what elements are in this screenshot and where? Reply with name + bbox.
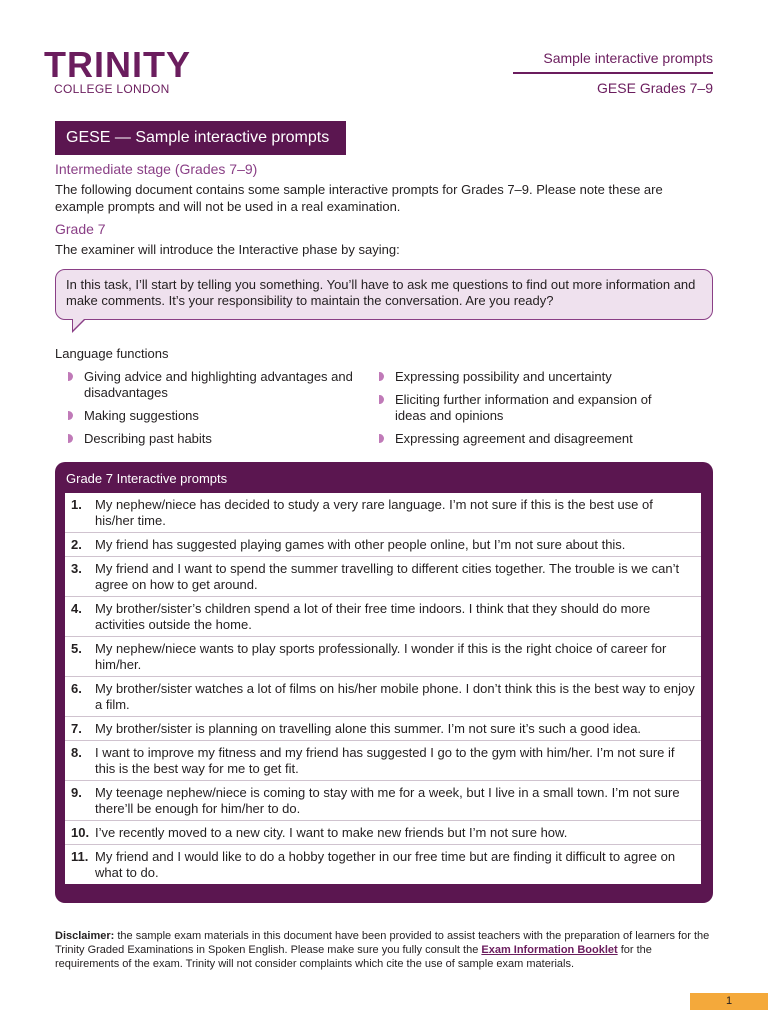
prompt-text: My nephew/niece has decided to study a very rare language. I’m not sure if this is the best use of his/her time. <box>95 497 653 528</box>
prompt-row <box>65 493 701 533</box>
prompt-number: 5. <box>71 641 82 656</box>
prompt-row <box>65 741 701 781</box>
speech-bubble-tail-fill <box>73 318 85 330</box>
prompt-text: My teenage nephew/niece is coming to stay with me for a week, but I live in a small town. I’m not sure there’ll be enough for him/her to do. <box>95 785 680 816</box>
prompt-number: 10. <box>71 825 90 840</box>
prompt-row <box>65 637 701 677</box>
prompt-number: 9. <box>71 785 82 800</box>
language-functions-right <box>379 369 659 454</box>
bullet-icon <box>379 395 384 404</box>
trinity-logo <box>44 44 191 96</box>
prompt-text: My brother/sister watches a lot of films on his/her mobile phone. I don’t think this is the best way to enjoy a film. <box>95 681 695 712</box>
header-doc-title: Sample interactive prompts <box>513 50 713 74</box>
header-grades: GESE Grades 7–9 <box>597 80 713 96</box>
prompt-number: 1. <box>71 497 82 512</box>
prompt-row <box>65 821 701 845</box>
bullet-icon <box>68 411 73 420</box>
prompt-text: My friend and I want to spend the summer travelling to different cities together. The trouble is we can’t agree on how to get around. <box>95 561 680 592</box>
prompt-number: 11. <box>71 849 89 864</box>
disclaimer <box>55 929 715 971</box>
prompt-number: 4. <box>71 601 82 616</box>
language-function-item: Describing past habits <box>68 431 358 447</box>
prompt-row <box>65 677 701 717</box>
prompt-number: 3. <box>71 561 82 576</box>
language-function-item: Expressing agreement and disagreement <box>379 431 659 447</box>
language-function-item: Making suggestions <box>68 408 358 424</box>
prompt-row <box>65 845 701 884</box>
prompt-number: 6. <box>71 681 82 696</box>
prompt-text: My brother/sister is planning on travelling alone this summer. I’m not sure it’s such a good idea. <box>95 721 642 736</box>
bullet-icon <box>379 434 384 443</box>
bullet-icon <box>379 372 384 381</box>
prompt-row <box>65 597 701 637</box>
prompt-number: 2. <box>71 537 82 552</box>
disclaimer-text-after: for the requirements of the exam. Trinity will not consider complaints which cite the use of sample exam materials. <box>55 944 652 970</box>
language-function-item: Giving advice and highlighting advantages and disadvantages <box>68 369 358 401</box>
language-function-item: Expressing possibility and uncertainty <box>379 369 659 385</box>
language-functions-left <box>68 369 358 454</box>
prompt-text: My nephew/niece wants to play sports professionally. I wonder if this is the right choice of career for him/her. <box>95 641 667 672</box>
section-heading: Intermediate stage (Grades 7–9) <box>55 161 258 177</box>
examiner-intro: The examiner will introduce the Interactive phase by saying: <box>55 242 400 257</box>
exam-information-booklet-link[interactable]: Exam Information Booklet <box>481 944 618 956</box>
prompt-row <box>65 781 701 821</box>
language-functions-title: Language functions <box>55 346 169 361</box>
language-function-item: Eliciting further information and expansion of ideas and opinions <box>379 392 659 424</box>
prompt-text: My friend and I would like to do a hobby together in our free time but are finding it difficult to agree on what to do. <box>95 849 676 880</box>
bullet-icon <box>68 434 73 443</box>
disclaimer-label: Disclaimer: <box>55 930 115 942</box>
prompt-number: 8. <box>71 745 82 760</box>
prompts-panel <box>55 462 713 903</box>
prompt-text: My friend has suggested playing games with other people online, but I’m not sure about this. <box>95 537 626 552</box>
page-number: 1 <box>690 993 768 1010</box>
grade-heading: Grade 7 <box>55 221 106 237</box>
logo-wordmark: TRINITY <box>44 44 191 85</box>
document-title: GESE — Sample interactive prompts <box>55 121 346 155</box>
prompts-list <box>65 493 701 884</box>
logo-subtitle: COLLEGE LONDON <box>54 82 170 96</box>
bullet-icon <box>68 372 73 381</box>
page-header <box>513 50 713 96</box>
prompt-number: 7. <box>71 721 82 736</box>
prompts-panel-title: Grade 7 Interactive prompts <box>66 471 228 486</box>
disclaimer-text-before: the sample exam materials in this document have been provided to assist teachers with the preparation of learners for the Trinity Graded Examinations in Spoken English. Please make sure you fully consult the <box>55 930 710 956</box>
speech-bubble: In this task, I’ll start by telling you something. You’ll have to ask me questions to find out more information and make comments. It’s your responsibility to maintain the conversation. Are you ready? <box>55 269 713 320</box>
prompt-row <box>65 557 701 597</box>
prompt-text: My brother/sister’s children spend a lot of their free time indoors. I think that they should do more activities outside the home. <box>95 601 651 632</box>
prompt-row <box>65 533 701 557</box>
prompt-text: I want to improve my fitness and my friend has suggested I go to the gym with him/her. I’m not sure if this is the best way for me to get fit. <box>95 745 675 776</box>
prompt-text: I’ve recently moved to a new city. I want to make new friends but I’m not sure how. <box>95 825 568 840</box>
prompt-row <box>65 717 701 741</box>
intro-paragraph: The following document contains some sample interactive prompts for Grades 7–9. Please note these are example prompts and will not be used in a real examination. <box>55 182 663 214</box>
